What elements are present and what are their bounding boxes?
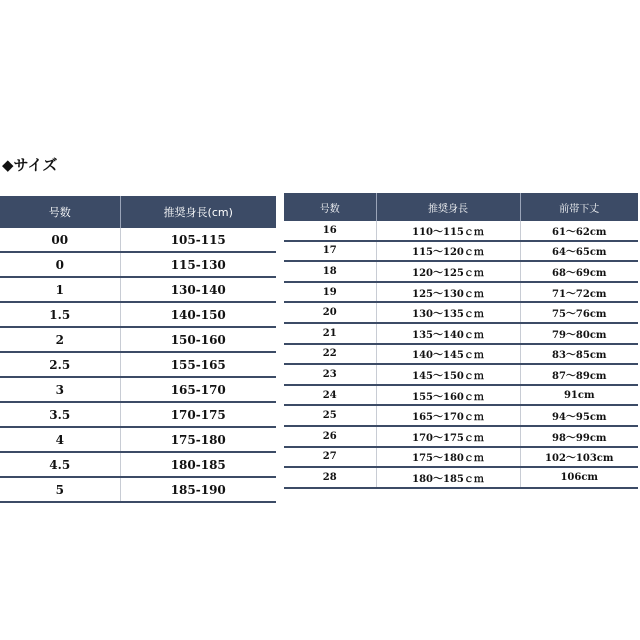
column-header-front-length: 前帯下丈 [520,193,638,221]
height-range-cell: 180～185ｃｍ [376,467,520,488]
height-range-cell: 170～175ｃｍ [376,426,520,447]
size-number-cell: 28 [284,467,376,488]
front-length-cell: 79～80cm [520,323,638,344]
size-number-cell: 5 [0,477,120,502]
size-number-cell: 26 [284,426,376,447]
height-range-cell: 165-170 [120,377,276,402]
size-number-cell: 21 [284,323,376,344]
table-row [284,447,638,468]
size-table-left [0,196,276,503]
height-range-cell: 110～115ｃｍ [376,221,520,241]
table-row [284,344,638,365]
front-length-cell: 75～76cm [520,302,638,323]
size-number-cell: 20 [284,302,376,323]
table-row [284,241,638,262]
size-number-cell: 1 [0,277,120,302]
size-number-cell: 25 [284,405,376,426]
table-row [0,452,276,477]
table-row [284,302,638,323]
height-range-cell: 115～120ｃｍ [376,241,520,262]
height-range-cell: 140～145ｃｍ [376,344,520,365]
table-row [284,221,638,241]
table-row [284,426,638,447]
front-length-cell: 102～103cm [520,447,638,468]
height-range-cell: 185-190 [120,477,276,502]
size-number-cell: 18 [284,261,376,282]
size-number-cell: 19 [284,282,376,303]
table-row [284,405,638,426]
size-number-cell: 4 [0,427,120,452]
size-number-cell: 2.5 [0,352,120,377]
size-number-cell: 00 [0,228,120,252]
size-number-cell: 24 [284,385,376,406]
column-header-recommended-height: 推奨身長 [376,193,520,221]
height-range-cell: 155～160ｃｍ [376,385,520,406]
table-row [284,364,638,385]
size-number-cell: 17 [284,241,376,262]
table-row [284,467,638,488]
height-range-cell: 175-180 [120,427,276,452]
height-range-cell: 140-150 [120,302,276,327]
height-range-cell: 135～140ｃｍ [376,323,520,344]
front-length-cell: 87～89cm [520,364,638,385]
front-length-cell: 94～95cm [520,405,638,426]
size-number-cell: 23 [284,364,376,385]
size-number-cell: 0 [0,252,120,277]
height-range-cell: 125～130ｃｍ [376,282,520,303]
table-row [0,352,276,377]
height-range-cell: 115-130 [120,252,276,277]
table-row [0,477,276,502]
front-length-cell: 91cm [520,385,638,406]
front-length-cell: 98～99cm [520,426,638,447]
height-range-cell: 105-115 [120,228,276,252]
table-row [284,261,638,282]
size-number-cell: 16 [284,221,376,241]
table-row [0,228,276,252]
table-row [0,277,276,302]
size-number-cell: 3 [0,377,120,402]
front-length-cell: 61～62cm [520,221,638,241]
table-row [0,327,276,352]
column-header-size-number: 号数 [284,193,376,221]
front-length-cell: 68～69cm [520,261,638,282]
height-range-cell: 175～180ｃｍ [376,447,520,468]
table-row [284,385,638,406]
table-header-row [284,193,638,221]
table-row [0,302,276,327]
front-length-cell: 71～72cm [520,282,638,303]
front-length-cell: 83～85cm [520,344,638,365]
size-number-cell: 1.5 [0,302,120,327]
column-header-recommended-height: 推奨身長(cm) [120,196,276,228]
height-range-cell: 180-185 [120,452,276,477]
table-row [284,323,638,344]
height-range-cell: 120～125ｃｍ [376,261,520,282]
height-range-cell: 155-165 [120,352,276,377]
table-header-row [0,196,276,228]
front-length-cell: 106cm [520,467,638,488]
section-title: ◆サイズ [2,156,58,174]
size-number-cell: 4.5 [0,452,120,477]
height-range-cell: 150-160 [120,327,276,352]
height-range-cell: 130～135ｃｍ [376,302,520,323]
table-row [0,427,276,452]
table-row [0,252,276,277]
height-range-cell: 165～170ｃｍ [376,405,520,426]
size-number-cell: 27 [284,447,376,468]
table-row [284,282,638,303]
size-number-cell: 22 [284,344,376,365]
height-range-cell: 130-140 [120,277,276,302]
height-range-cell: 170-175 [120,402,276,427]
size-number-cell: 2 [0,327,120,352]
table-row [0,402,276,427]
size-table-right [284,193,638,489]
size-number-cell: 3.5 [0,402,120,427]
front-length-cell: 64～65cm [520,241,638,262]
table-row [0,377,276,402]
column-header-size-number: 号数 [0,196,120,228]
height-range-cell: 145～150ｃｍ [376,364,520,385]
